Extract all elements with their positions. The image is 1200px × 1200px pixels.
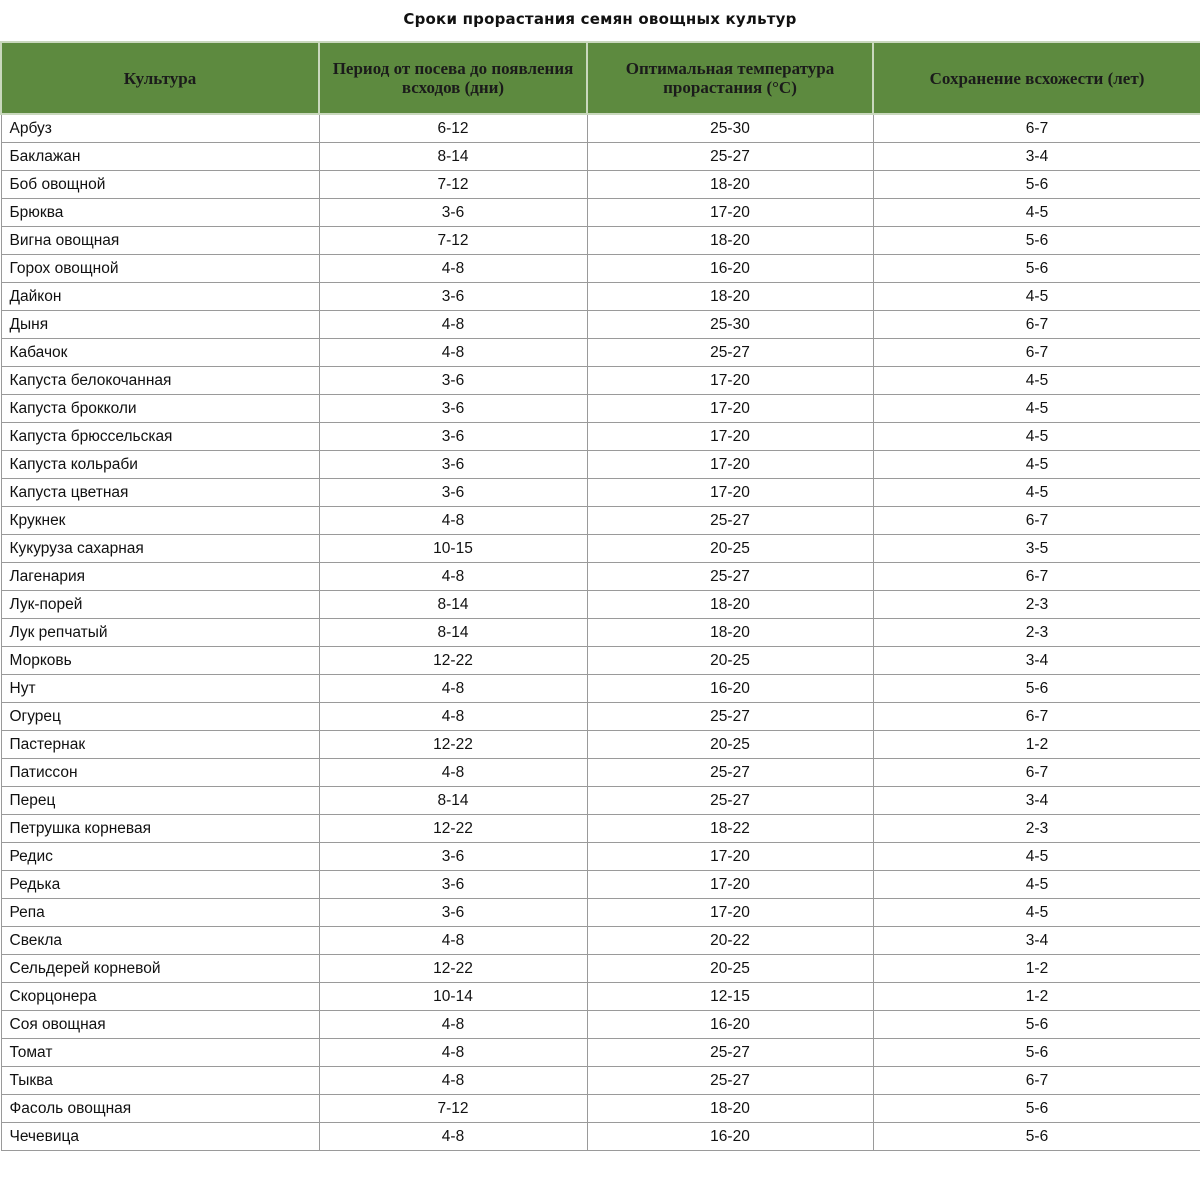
crop-name-cell: Перец [1, 787, 319, 815]
temperature-cell: 16-20 [587, 255, 873, 283]
temperature-cell: 20-22 [587, 927, 873, 955]
crop-name-cell: Сельдерей корневой [1, 955, 319, 983]
temperature-cell: 25-27 [587, 1039, 873, 1067]
header-row [1, 42, 1200, 114]
emergence-period-cell: 3-6 [319, 843, 587, 871]
emergence-period-cell: 3-6 [319, 367, 587, 395]
temperature-cell: 20-25 [587, 535, 873, 563]
emergence-period-cell: 7-12 [319, 171, 587, 199]
temperature-cell: 16-20 [587, 675, 873, 703]
table-row [1, 619, 1200, 647]
emergence-period-cell: 3-6 [319, 871, 587, 899]
table-row [1, 451, 1200, 479]
crop-name-cell: Лук-порей [1, 591, 319, 619]
temperature-cell: 25-27 [587, 1067, 873, 1095]
viability-cell: 6-7 [873, 703, 1200, 731]
crop-name-cell: Соя овощная [1, 1011, 319, 1039]
temperature-cell: 17-20 [587, 367, 873, 395]
table-row [1, 283, 1200, 311]
temperature-cell: 20-25 [587, 647, 873, 675]
emergence-period-cell: 10-14 [319, 983, 587, 1011]
column-header-viability-years: Сохранение всхожести (лет) [873, 42, 1200, 114]
table-row [1, 479, 1200, 507]
viability-cell: 4-5 [873, 395, 1200, 423]
viability-cell: 5-6 [873, 1095, 1200, 1123]
crop-name-cell: Боб овощной [1, 171, 319, 199]
emergence-period-cell: 8-14 [319, 143, 587, 171]
temperature-cell: 25-30 [587, 114, 873, 143]
temperature-cell: 18-20 [587, 283, 873, 311]
temperature-cell: 17-20 [587, 451, 873, 479]
table-row [1, 983, 1200, 1011]
emergence-period-cell: 4-8 [319, 927, 587, 955]
crop-name-cell: Горох овощной [1, 255, 319, 283]
temperature-cell: 17-20 [587, 871, 873, 899]
temperature-cell: 17-20 [587, 843, 873, 871]
crop-name-cell: Редька [1, 871, 319, 899]
crop-name-cell: Патиссон [1, 759, 319, 787]
table-row [1, 899, 1200, 927]
crop-name-cell: Томат [1, 1039, 319, 1067]
temperature-cell: 25-27 [587, 143, 873, 171]
emergence-period-cell: 6-12 [319, 114, 587, 143]
emergence-period-cell: 3-6 [319, 199, 587, 227]
viability-cell: 4-5 [873, 899, 1200, 927]
temperature-cell: 25-27 [587, 507, 873, 535]
emergence-period-cell: 12-22 [319, 955, 587, 983]
crop-name-cell: Лагенария [1, 563, 319, 591]
temperature-cell: 25-27 [587, 759, 873, 787]
emergence-period-cell: 3-6 [319, 423, 587, 451]
viability-cell: 5-6 [873, 171, 1200, 199]
table-row [1, 675, 1200, 703]
crop-name-cell: Капуста брокколи [1, 395, 319, 423]
table-row [1, 815, 1200, 843]
crop-name-cell: Арбуз [1, 114, 319, 143]
temperature-cell: 17-20 [587, 423, 873, 451]
temperature-cell: 16-20 [587, 1011, 873, 1039]
crop-name-cell: Репа [1, 899, 319, 927]
emergence-period-cell: 8-14 [319, 591, 587, 619]
crop-name-cell: Тыква [1, 1067, 319, 1095]
temperature-cell: 25-27 [587, 339, 873, 367]
temperature-cell: 17-20 [587, 199, 873, 227]
emergence-period-cell: 12-22 [319, 647, 587, 675]
temperature-cell: 18-22 [587, 815, 873, 843]
emergence-period-cell: 4-8 [319, 507, 587, 535]
emergence-period-cell: 4-8 [319, 703, 587, 731]
crop-name-cell: Баклажан [1, 143, 319, 171]
temperature-cell: 12-15 [587, 983, 873, 1011]
viability-cell: 3-4 [873, 143, 1200, 171]
table-row [1, 1123, 1200, 1151]
crop-name-cell: Петрушка корневая [1, 815, 319, 843]
viability-cell: 6-7 [873, 759, 1200, 787]
table-row [1, 227, 1200, 255]
crop-name-cell: Дайкон [1, 283, 319, 311]
viability-cell: 3-4 [873, 927, 1200, 955]
emergence-period-cell: 4-8 [319, 1039, 587, 1067]
table-row [1, 1067, 1200, 1095]
table-row [1, 759, 1200, 787]
viability-cell: 1-2 [873, 983, 1200, 1011]
page-title: Сроки прорастания семян овощных культур [403, 10, 797, 28]
emergence-period-cell: 3-6 [319, 395, 587, 423]
viability-cell: 1-2 [873, 731, 1200, 759]
crop-name-cell: Крукнек [1, 507, 319, 535]
temperature-cell: 25-30 [587, 311, 873, 339]
temperature-cell: 18-20 [587, 227, 873, 255]
temperature-cell: 17-20 [587, 395, 873, 423]
table-row [1, 563, 1200, 591]
table-row [1, 1039, 1200, 1067]
viability-cell: 5-6 [873, 1011, 1200, 1039]
emergence-period-cell: 4-8 [319, 759, 587, 787]
temperature-cell: 25-27 [587, 563, 873, 591]
emergence-period-cell: 4-8 [319, 339, 587, 367]
crop-name-cell: Капуста кольраби [1, 451, 319, 479]
crop-name-cell: Брюква [1, 199, 319, 227]
emergence-period-cell: 12-22 [319, 731, 587, 759]
emergence-period-cell: 4-8 [319, 1123, 587, 1151]
viability-cell: 3-4 [873, 787, 1200, 815]
table-row [1, 731, 1200, 759]
viability-cell: 6-7 [873, 1067, 1200, 1095]
crop-name-cell: Лук репчатый [1, 619, 319, 647]
table-row [1, 843, 1200, 871]
viability-cell: 6-7 [873, 339, 1200, 367]
temperature-cell: 20-25 [587, 731, 873, 759]
temperature-cell: 25-27 [587, 787, 873, 815]
emergence-period-cell: 8-14 [319, 619, 587, 647]
crop-name-cell: Дыня [1, 311, 319, 339]
emergence-period-cell: 7-12 [319, 227, 587, 255]
viability-cell: 5-6 [873, 675, 1200, 703]
emergence-period-cell: 8-14 [319, 787, 587, 815]
crop-name-cell: Капуста белокочанная [1, 367, 319, 395]
crop-name-cell: Кабачок [1, 339, 319, 367]
table-row [1, 647, 1200, 675]
table-row [1, 311, 1200, 339]
table-row [1, 367, 1200, 395]
crop-name-cell: Капуста брюссельская [1, 423, 319, 451]
table-row [1, 1095, 1200, 1123]
viability-cell: 4-5 [873, 451, 1200, 479]
crop-name-cell: Капуста цветная [1, 479, 319, 507]
temperature-cell: 25-27 [587, 703, 873, 731]
viability-cell: 4-5 [873, 479, 1200, 507]
temperature-cell: 18-20 [587, 171, 873, 199]
temperature-cell: 18-20 [587, 591, 873, 619]
table-row [1, 535, 1200, 563]
emergence-period-cell: 3-6 [319, 479, 587, 507]
viability-cell: 4-5 [873, 871, 1200, 899]
viability-cell: 4-5 [873, 423, 1200, 451]
viability-cell: 3-4 [873, 647, 1200, 675]
crop-name-cell: Свекла [1, 927, 319, 955]
table-row [1, 171, 1200, 199]
temperature-cell: 16-20 [587, 1123, 873, 1151]
temperature-cell: 17-20 [587, 899, 873, 927]
crop-name-cell: Пастернак [1, 731, 319, 759]
table-row [1, 143, 1200, 171]
crop-name-cell: Нут [1, 675, 319, 703]
emergence-period-cell: 4-8 [319, 255, 587, 283]
table-row [1, 787, 1200, 815]
crop-name-cell: Кукуруза сахарная [1, 535, 319, 563]
emergence-period-cell: 4-8 [319, 1067, 587, 1095]
emergence-period-cell: 3-6 [319, 899, 587, 927]
viability-cell: 5-6 [873, 255, 1200, 283]
viability-cell: 6-7 [873, 311, 1200, 339]
table-row [1, 871, 1200, 899]
viability-cell: 5-6 [873, 1039, 1200, 1067]
viability-cell: 2-3 [873, 619, 1200, 647]
emergence-period-cell: 7-12 [319, 1095, 587, 1123]
table-header [1, 42, 1200, 114]
viability-cell: 4-5 [873, 199, 1200, 227]
temperature-cell: 17-20 [587, 479, 873, 507]
table-row [1, 114, 1200, 143]
emergence-period-cell: 3-6 [319, 451, 587, 479]
table-row [1, 703, 1200, 731]
viability-cell: 6-7 [873, 563, 1200, 591]
viability-cell: 4-5 [873, 283, 1200, 311]
viability-cell: 2-3 [873, 591, 1200, 619]
emergence-period-cell: 3-6 [319, 283, 587, 311]
crop-name-cell: Вигна овощная [1, 227, 319, 255]
crop-name-cell: Огурец [1, 703, 319, 731]
temperature-cell: 18-20 [587, 619, 873, 647]
temperature-cell: 18-20 [587, 1095, 873, 1123]
table-row [1, 507, 1200, 535]
germination-table [0, 41, 1200, 1151]
column-header-emergence-period: Период от посева до появления всходов (дни) [319, 42, 587, 114]
table-row [1, 927, 1200, 955]
viability-cell: 6-7 [873, 507, 1200, 535]
viability-cell: 5-6 [873, 227, 1200, 255]
viability-cell: 3-5 [873, 535, 1200, 563]
table-body [1, 114, 1200, 1151]
crop-name-cell: Морковь [1, 647, 319, 675]
viability-cell: 4-5 [873, 843, 1200, 871]
crop-name-cell: Чечевица [1, 1123, 319, 1151]
table-row [1, 339, 1200, 367]
viability-cell: 5-6 [873, 1123, 1200, 1151]
viability-cell: 4-5 [873, 367, 1200, 395]
column-header-optimal-temperature: Оптимальная температура прорастания (°С) [587, 42, 873, 114]
table-row [1, 591, 1200, 619]
emergence-period-cell: 4-8 [319, 563, 587, 591]
table-row [1, 395, 1200, 423]
crop-name-cell: Редис [1, 843, 319, 871]
crop-name-cell: Скорцонера [1, 983, 319, 1011]
table-row [1, 199, 1200, 227]
emergence-period-cell: 4-8 [319, 675, 587, 703]
table-row [1, 955, 1200, 983]
crop-name-cell: Фасоль овощная [1, 1095, 319, 1123]
emergence-period-cell: 4-8 [319, 1011, 587, 1039]
emergence-period-cell: 12-22 [319, 815, 587, 843]
table-row [1, 423, 1200, 451]
column-header-crop: Культура [1, 42, 319, 114]
viability-cell: 6-7 [873, 114, 1200, 143]
temperature-cell: 20-25 [587, 955, 873, 983]
emergence-period-cell: 4-8 [319, 311, 587, 339]
emergence-period-cell: 10-15 [319, 535, 587, 563]
viability-cell: 2-3 [873, 815, 1200, 843]
table-row [1, 1011, 1200, 1039]
viability-cell: 1-2 [873, 955, 1200, 983]
table-row [1, 255, 1200, 283]
